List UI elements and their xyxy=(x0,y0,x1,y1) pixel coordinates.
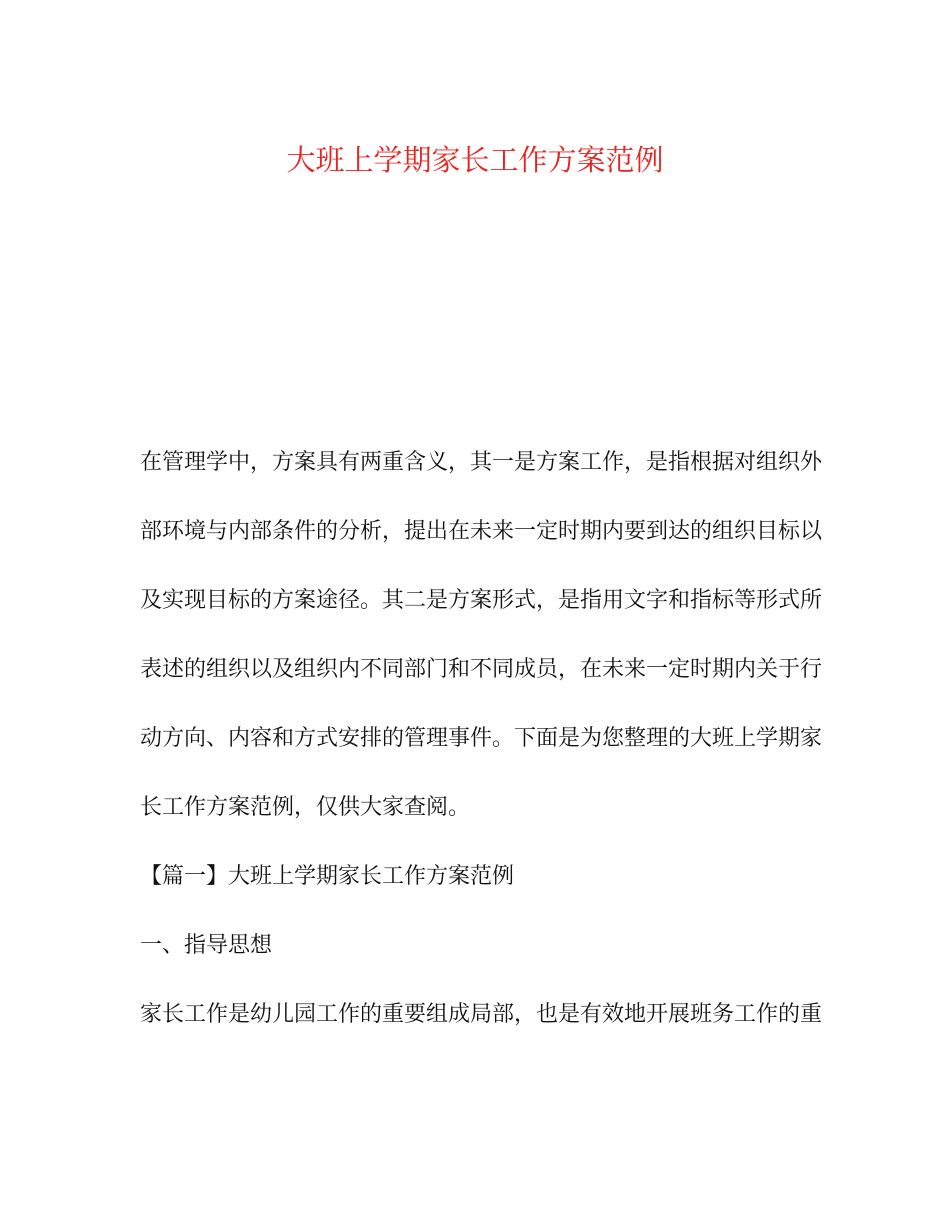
subsection-heading: 一、指导思想 xyxy=(140,933,273,958)
paragraph-line: 家长工作是幼儿园工作的重要组成局部，也是有效地开展班务工作的重 xyxy=(140,1002,823,1027)
section-heading: 【篇一】大班上学期家长工作方案范例 xyxy=(140,864,515,889)
paragraph-line: 部环境与内部条件的分析，提出在未来一定时期内要到达的组织目标以 xyxy=(140,519,823,544)
paragraph-line: 在管理学中，方案具有两重含义，其一是方案工作，是指根据对组织外 xyxy=(140,450,823,475)
paragraph-line: 动方向、内容和方式安排的管理事件。下面是为您整理的大班上学期家 xyxy=(140,726,823,751)
paragraph-line: 长工作方案范例，仅供大家查阅。 xyxy=(140,795,471,820)
paragraph-line: 表述的组织以及组织内不同部门和不同成员，在未来一定时期内关于行 xyxy=(140,657,823,682)
paragraph-line: 及实现目标的方案途径。其二是方案形式，是指用文字和指标等形式所 xyxy=(140,588,823,613)
document-body xyxy=(140,438,823,1059)
document-title: 大班上学期家长工作方案范例 xyxy=(286,143,664,177)
